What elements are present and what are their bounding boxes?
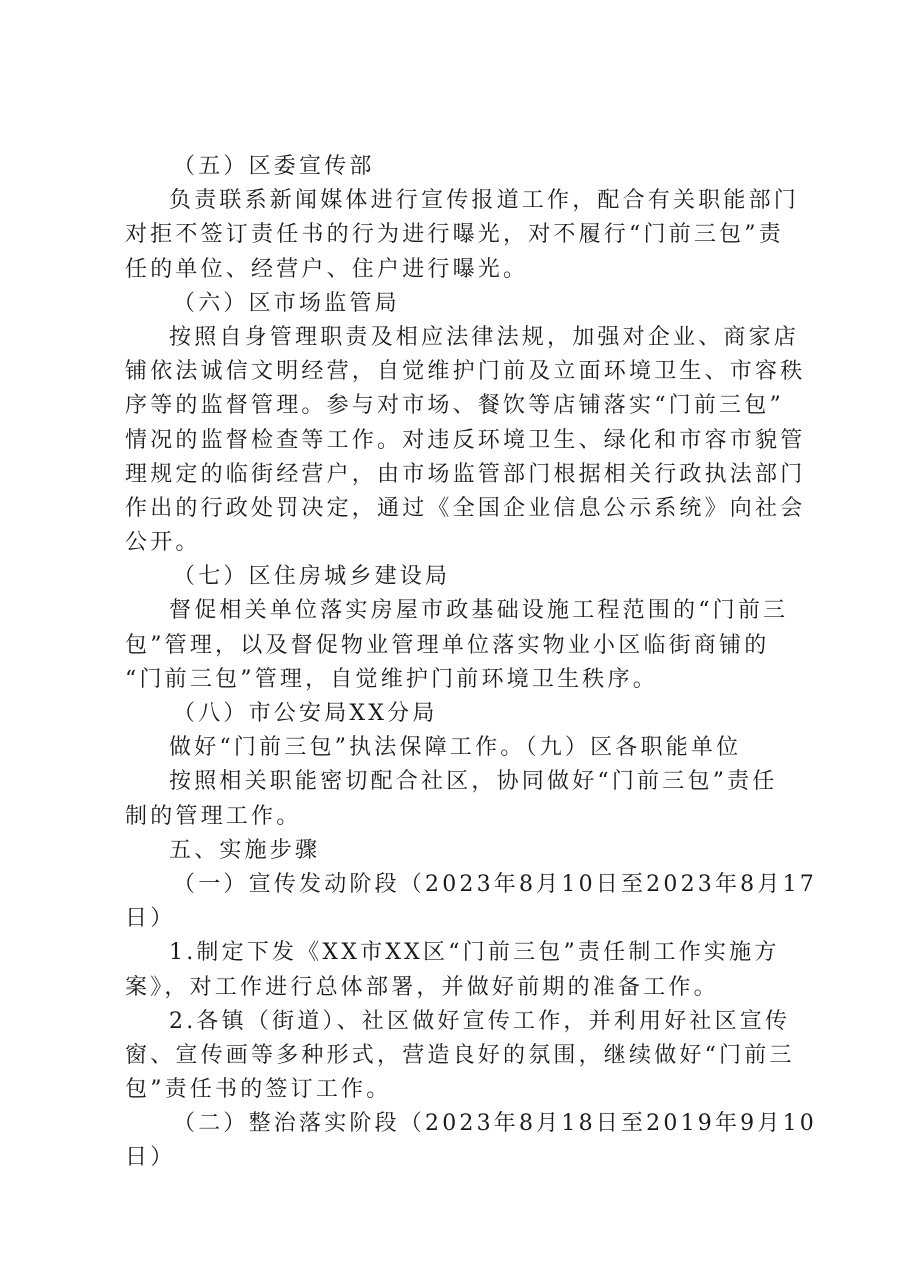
paragraph-line: 2.各镇（街道）、社区做好宣传工作，并利用好社区宣传	[169, 1008, 791, 1034]
paragraph-line: 序等的监督管理。参与对市场、餐饮等店铺落实“门前三包”	[125, 393, 784, 419]
paragraph-line: 日）	[125, 906, 176, 932]
document-body	[125, 150, 817, 1176]
section-heading: （一）宣传发动阶段（2023年8月10日至2023年8月17	[173, 871, 817, 897]
section-heading: （八）市公安局XX分局	[173, 701, 438, 726]
paragraph-line: 案》，对工作进行总体部署，并做好前期的准备工作。	[125, 974, 719, 1000]
paragraph-line: 情况的监督检查等工作。对违反环境卫生、绿化和市容市貌管	[125, 427, 806, 453]
section-heading: （二）整治落实阶段（2023年8月18日至2019年9月10	[173, 1111, 817, 1137]
paragraph-line: 做好“门前三包”执法保障工作。（九）区各职能单位	[169, 735, 742, 761]
paragraph-line: 制的管理工作。	[125, 803, 302, 829]
paragraph-line: 日）	[125, 1145, 176, 1171]
paragraph-line: 按照相关职能密切配合社区，协同做好“门前三包”责任	[169, 769, 778, 795]
paragraph-line: 负责联系新闻媒体进行宣传报道工作，配合有关职能部门	[169, 188, 800, 214]
paragraph-line: 包”责任书的签订工作。	[125, 1077, 392, 1103]
chapter-heading: 五、实施步骤	[169, 837, 321, 863]
section-heading: （七）区住房城乡建设局	[173, 564, 451, 590]
paragraph-line: 铺依法诚信文明经营，自觉维护门前及立面环境卫生、市容秩	[125, 359, 806, 385]
paragraph-line: 作出的行政处罚决定，通过《全国企业信息公示系统》向社会	[125, 495, 806, 521]
section-heading: （五）区委宣传部	[173, 154, 375, 179]
paragraph-line: 对拒不签订责任书的行为进行曝光，对不履行“门前三包”责	[125, 222, 784, 248]
paragraph-line: 公开。	[125, 530, 201, 556]
paragraph-line: 理规定的临街经营户，由市场监管部门根据相关行政执法部门	[125, 461, 806, 487]
paragraph-line: 督促相关单位落实房屋市政基础设施工程范围的“门前三	[169, 598, 789, 624]
paragraph-line: 按照自身管理职责及相应法律法规，加强对企业、商家店	[169, 324, 800, 350]
paragraph-line: “门前三包”管理，自觉维护门前环境卫生秩序。	[125, 666, 658, 692]
paragraph-line: 任的单位、经营户、住户进行曝光。	[125, 256, 529, 282]
paragraph-line: 窗、宣传画等多种形式，营造良好的氛围，继续做好“门前三	[125, 1042, 795, 1068]
paragraph-line: 1.制定下发《XX市XX区“门前三包”责任制工作实施方	[169, 940, 780, 966]
section-heading: （六）区市场监管局	[173, 290, 400, 316]
paragraph-line: 包”管理，以及督促物业管理单位落实物业小区临街商铺的	[125, 632, 770, 658]
